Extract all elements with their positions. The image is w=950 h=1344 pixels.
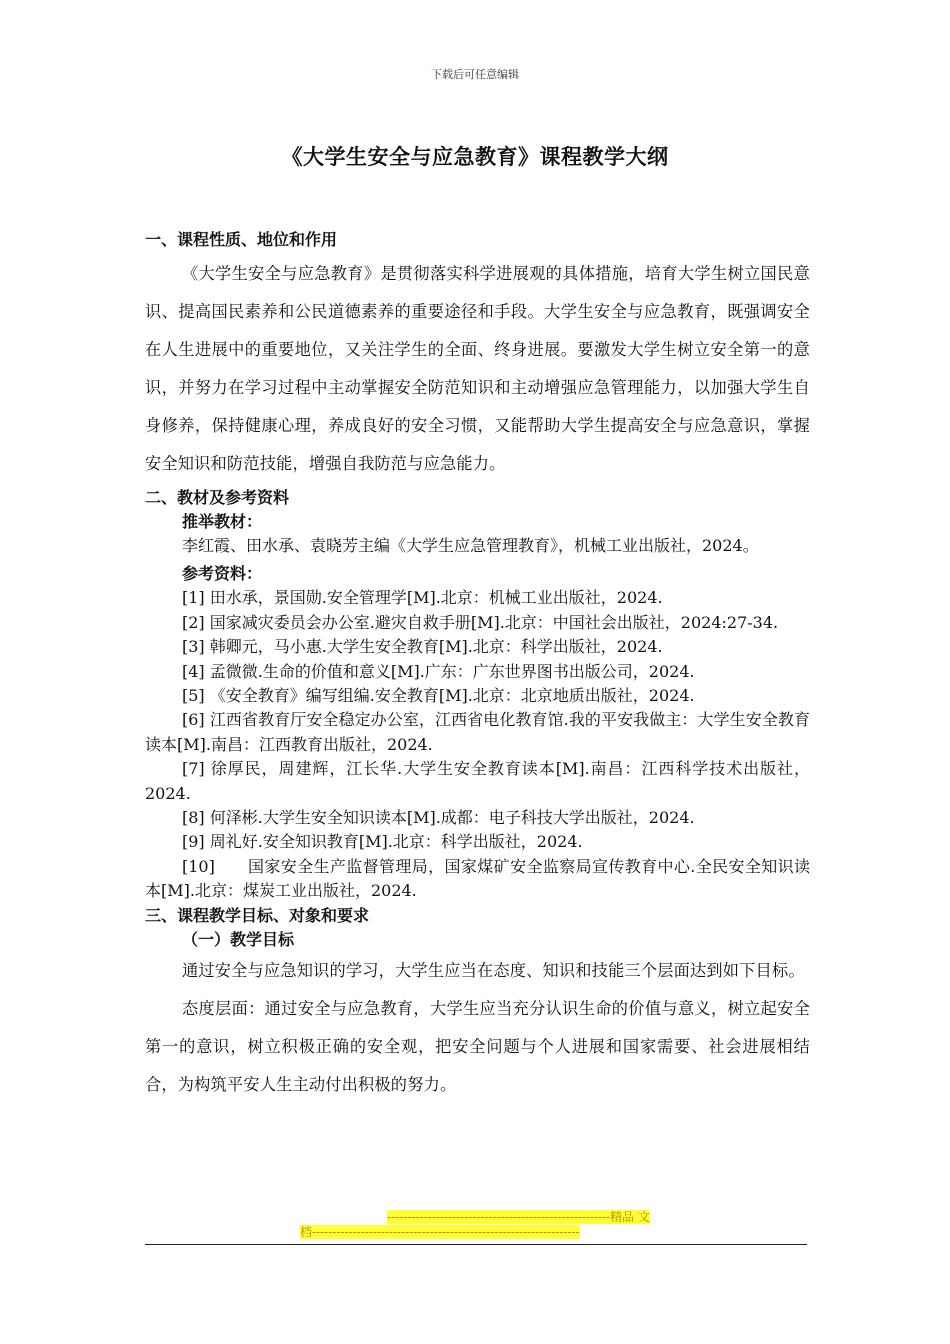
- section-heading-2: 二、教材及参考资料: [145, 488, 290, 507]
- footer-divider: [145, 1244, 807, 1245]
- reference-item: [2] 国家减灾委员会办公室.避灾自救手册[M].北京：中国社会出版社，2024:27-34.: [182, 612, 779, 632]
- page-header: 下载后可任意编辑: [431, 68, 519, 81]
- subsection-heading: （一）教学目标: [182, 929, 295, 949]
- reference-list: [145, 586, 810, 903]
- document-title: 《大学生安全与应急教育》课程教学大纲: [281, 145, 669, 169]
- reference-item: [6] 江西省教育厅安全稳定办公室，江西省电化教育馆.我的平安我做主：大学生安全教育读本[M].南昌：江西教育出版社，2024.: [145, 710, 810, 754]
- footer-watermark: [300, 1210, 650, 1240]
- section-1-paragraph: 《大学生安全与应急教育》是贯彻落实科学进展观的具体措施，培育大学生树立国民意识、提高国民素养和公民道德素养的重要途径和手段。大学生安全与应急教育，既强调安全在人生进展中的重要地位，又关注学生的全面、终身进展。要激发大学生树立安全第一的意识，并努力在学习过程中主动掌握安全防范知识和主动增强应急管理能力，以加强大学生自身修养，保持健康心理，养成良好的安全习惯，又能帮助大学生提高安全与应急意识，掌握安全知识和防范技能，增强自我防范与应急能力。: [145, 264, 810, 473]
- section-heading-1: 一、课程性质、地位和作用: [145, 230, 338, 249]
- footer-watermark-line-1: -------------------------------------------------------精品 文: [387, 1210, 650, 1224]
- reference-item: [9] 周礼好.安全知识教育[M].北京：科学出版社，2024.: [182, 832, 583, 852]
- reference-item: [1] 田水承，景国勋.安全管理学[M].北京：机械工业出版社，2024.: [182, 588, 663, 608]
- reference-item: [8] 何泽彬.大学生安全知识读本[M].成都：电子科技大学出版社，2024.: [182, 808, 695, 828]
- reference-item: [3] 韩卿元，马小惠.大学生安全教育[M].北京：科学出版社，2024.: [182, 637, 663, 657]
- section-3-paragraph-1: 通过安全与应急知识的学习，大学生应当在态度、知识和技能三个层面达到如下目标。: [182, 960, 805, 980]
- textbook-entry: 李红霞、田水承、袁晓芳主编《大学生应急管理教育》，机械工业出版社，2024。: [182, 536, 759, 555]
- references-label: 参考资料：: [182, 564, 263, 584]
- document-body: [145, 228, 810, 1104]
- section-heading-3: 三、课程教学目标、对象和要求: [145, 905, 370, 925]
- section-3-paragraph-2: 态度层面：通过安全与应急教育，大学生应当充分认识生命的价值与意义，树立起安全第一的意识，树立积极正确的安全观，把安全问题与个人进展和国家需要、社会进展相结合，为构筑平安人生主动付出积极的努力。: [145, 998, 810, 1094]
- textbook-label: 推举教材：: [182, 512, 263, 531]
- reference-item: [5] 《安全教育》编写组编.安全教育[M].北京：北京地质出版社，2024.: [182, 686, 695, 706]
- reference-item: [4] 孟微微.生命的价值和意义[M].广东：广东世界图书出版公司，2024.: [182, 661, 695, 681]
- reference-item: [10] 国家安全生产监督管理局，国家煤矿安全监察局宣传教育中心.全民安全知识读本[M].北京：煤炭工业出版社，2024.: [145, 856, 810, 901]
- footer-watermark-line-2: 档------------------------------------------------------------------: [300, 1225, 580, 1239]
- reference-item: [7] 徐厚民，周建辉，江长华.大学生安全教育读本[M].南昌：江西科学技术出版社，2024.: [145, 759, 810, 803]
